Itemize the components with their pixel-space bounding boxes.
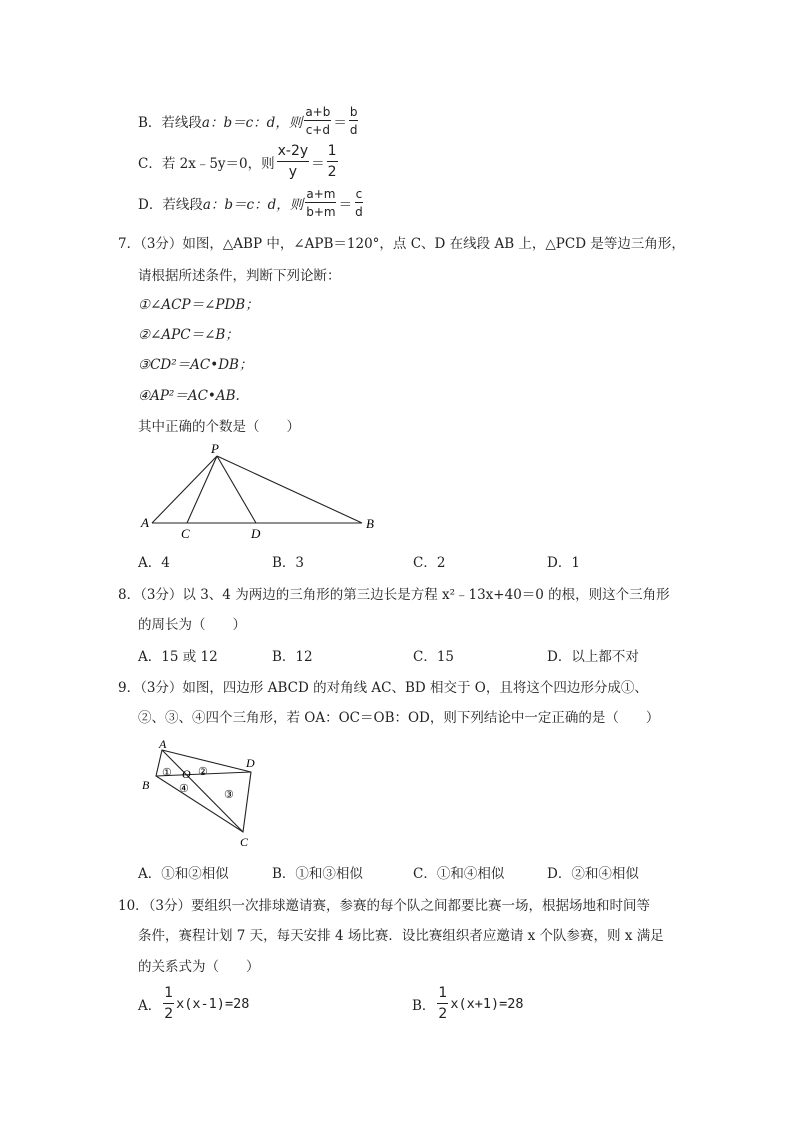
fraction-numerator: 1	[163, 985, 174, 1004]
q7-stem-line2: 请根据所述条件，判断下列论断：	[138, 268, 341, 284]
q6-option-c-fraction-left	[277, 143, 310, 181]
q6-option-b	[138, 105, 360, 137]
q10-stem: 10．（3分）要组织一次排球邀请赛，参赛的每个队之间都要比赛一场，根据场地和时间等	[118, 898, 651, 914]
q10-option-b-expression: x(x+1)=28	[450, 996, 524, 1012]
label-b: B	[142, 778, 150, 792]
q7-option-a[interactable]: A．4	[138, 555, 170, 571]
q8-option-a[interactable]: A．15 或 12	[138, 649, 218, 665]
q10-stem-line3: 的关系式为（ ）	[138, 959, 260, 975]
region-3: ③	[224, 789, 234, 801]
q7-triangle-figure	[130, 440, 390, 545]
q6-option-b-fraction-left	[304, 105, 331, 137]
segment-pb	[217, 456, 362, 523]
q7-option-d[interactable]: D．1	[547, 555, 580, 571]
q10-option-b-label: B．	[412, 998, 436, 1014]
q10-option-a-fraction	[163, 985, 174, 1023]
q7-statement-1: ①∠ACP＝∠PDB；	[138, 297, 259, 313]
q9-quadrilateral-figure	[136, 736, 266, 852]
q6-option-d	[138, 187, 366, 219]
q8-option-c[interactable]: C．15	[413, 649, 455, 665]
label-d: D	[246, 756, 255, 770]
q7-statement-4: ④AP²＝AC•AB.	[138, 388, 240, 404]
fraction-numerator: a+m	[306, 187, 336, 201]
fraction-denominator: b+m	[306, 205, 336, 219]
q7-option-c[interactable]: C．2	[413, 555, 446, 571]
q6-option-b-fraction-right	[349, 105, 359, 137]
q10-option-b-fraction	[437, 985, 448, 1023]
segment-pd	[217, 456, 256, 523]
q10-option-a[interactable]	[138, 985, 249, 1023]
q6-option-b-condition: a：b＝c：d，则	[201, 115, 303, 131]
q7-question: 其中正确的个数是（ ）	[138, 419, 300, 435]
label-a: A	[141, 515, 149, 530]
q9-stem: 9．（3分）如图，四边形 ABCD 的对角线 AC、BD 相交于 O，且将这个四边形分成①、	[118, 680, 648, 696]
region-1: ①	[162, 767, 172, 779]
q6-option-c-label: C．若 2x﹣5y＝0，则	[138, 156, 275, 172]
region-2: ②	[198, 766, 208, 778]
equals-sign: ＝	[338, 197, 353, 213]
label-b: B	[366, 516, 374, 531]
fraction-denominator: 2	[438, 1006, 448, 1022]
q7-statement-2: ②∠APC＝∠B；	[138, 327, 239, 343]
q6-option-d-fraction-right	[354, 187, 364, 219]
q10-option-b[interactable]	[412, 985, 524, 1023]
q7-option-b[interactable]: B．3	[272, 555, 305, 571]
q10-option-a-expression: x(x-1)=28	[176, 996, 250, 1012]
fraction-denominator: c+d	[305, 123, 330, 137]
q6-option-d-fraction-left	[305, 187, 336, 219]
fraction-numerator: a+b	[305, 105, 331, 119]
label-d: D	[251, 526, 261, 541]
label-o: O	[182, 767, 191, 781]
label-a: A	[159, 737, 167, 751]
fraction-numerator: 1	[327, 143, 338, 162]
q6-option-d-label: D．若线段	[138, 197, 203, 213]
segment-pc	[187, 456, 217, 523]
q7-statement-3: ③CD²＝AC•DB；	[138, 357, 253, 373]
q6-option-d-condition: a：b＝c：d，则	[202, 197, 304, 213]
q10-stem-line2: 条件，赛程计划 7 天，每天安排 4 场比赛．设比赛组织者应邀请 x 个队参赛，则 x 满足	[138, 928, 664, 944]
equals-sign: ＝	[333, 115, 347, 131]
q6-option-c	[138, 143, 340, 181]
quadrilateral-abcd	[156, 750, 251, 832]
q6-option-c-fraction-right	[327, 143, 338, 181]
q8-option-d[interactable]: D．以上都不对	[547, 649, 639, 665]
q9-option-c[interactable]: C．①和④相似	[413, 866, 505, 882]
q9-option-a[interactable]: A．①和②相似	[138, 866, 229, 882]
q9-stem-line2: ②、③、④四个三角形，若 OA：OC＝OB：OD，则下列结论中一定正确的是（ ）	[138, 710, 660, 726]
q8-stem-line2: 的周长为（ ）	[138, 617, 246, 633]
equals-sign: ＝	[311, 156, 325, 172]
q7-stem: 7．（3分）如图，△ABP 中，∠APB＝120°，点 C、D 在线段 AB 上，△PCD 是等边三角形，	[118, 236, 685, 252]
fraction-denominator: 2	[327, 164, 337, 180]
label-c: C	[181, 526, 190, 541]
q8-stem: 8．（3分）以 3、4 为两边的三角形的第三边长是方程 x²﹣13x+40＝0 的根，则这个三角形	[118, 587, 670, 603]
fraction-numerator: x-2y	[277, 143, 310, 162]
fraction-denominator: y	[288, 164, 298, 180]
q10-option-a-label: A．	[138, 998, 162, 1014]
fraction-numerator: 1	[437, 985, 448, 1004]
label-c: C	[240, 835, 249, 849]
q9-option-d[interactable]: D．②和④相似	[547, 866, 639, 882]
fraction-numerator: c	[355, 187, 363, 201]
q9-option-b[interactable]: B．①和③相似	[272, 866, 363, 882]
label-p: P	[211, 441, 219, 456]
q6-option-b-label: B．若线段	[138, 115, 202, 131]
region-4: ④	[179, 783, 189, 795]
segment-ap	[152, 456, 217, 523]
fraction-denominator: d	[349, 123, 358, 137]
q8-option-b[interactable]: B．12	[272, 649, 313, 665]
fraction-numerator: b	[349, 105, 358, 119]
fraction-denominator: 2	[164, 1006, 174, 1022]
fraction-denominator: d	[355, 205, 363, 219]
